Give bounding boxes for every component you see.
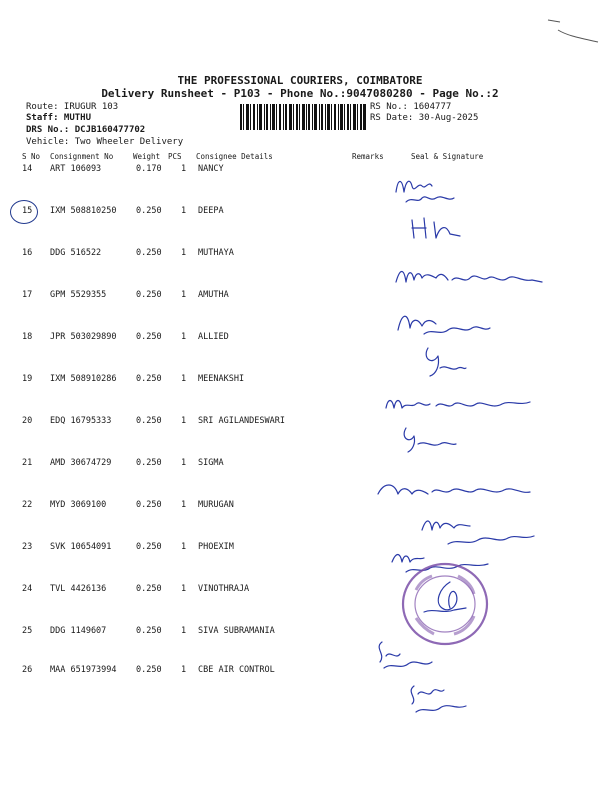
row-consignment: EDQ 16795333 (50, 416, 112, 426)
table-row (0, 374, 600, 388)
row-consignee: SIGMA (198, 458, 224, 468)
col-weight: Weight (133, 152, 161, 161)
table-row (0, 626, 600, 640)
signature-deepa (408, 214, 468, 242)
row-pcs: 1 (181, 332, 187, 342)
signature-cbe-air-control (404, 680, 474, 718)
row-weight: 0.250 (136, 374, 162, 384)
row-weight: 0.250 (136, 458, 162, 468)
table-row (0, 665, 600, 679)
row-consignment: MYD 3069100 (50, 500, 107, 510)
row-pcs: 1 (181, 458, 187, 468)
row-sno: 17 (22, 290, 33, 300)
pen-circle-mark (10, 200, 38, 224)
row-weight: 0.250 (136, 584, 162, 594)
row-sno: 21 (22, 458, 33, 468)
signature-meenakshi (382, 392, 532, 414)
row-consignment: MAA 651973994 (50, 665, 117, 675)
signature-sigma (374, 478, 534, 504)
staff-label: Staff: MUTHU (26, 113, 92, 123)
col-sno: S No (22, 152, 41, 161)
table-row (0, 332, 600, 346)
row-consignee: CBE AIR CONTROL (198, 665, 275, 675)
table-row (0, 290, 600, 304)
table-row (0, 206, 600, 220)
row-consignment: GPM 5529355 (50, 290, 107, 300)
rs-number: RS No.: 1604777 (370, 102, 452, 112)
row-weight: 0.250 (136, 542, 162, 552)
row-sno: 26 (22, 665, 33, 675)
row-consignee: DEEPA (198, 206, 224, 216)
row-pcs: 1 (181, 164, 187, 174)
row-sno: 14 (22, 164, 33, 174)
company-title: THE PROFESSIONAL COURIERS, COIMBATORE (177, 74, 423, 87)
row-sno: 24 (22, 584, 33, 594)
signature-vinothraja (420, 578, 470, 618)
row-consignment: DDG 516522 (50, 248, 102, 258)
table-row (0, 416, 600, 430)
barcode-image (240, 104, 366, 130)
row-pcs: 1 (181, 290, 187, 300)
table-row (0, 458, 600, 472)
row-sno: 20 (22, 416, 33, 426)
row-weight: 0.250 (136, 665, 162, 675)
signature-nancy (392, 172, 472, 212)
col-consignee: Consignee Details (196, 152, 273, 161)
col-remarks: Remarks (352, 152, 384, 161)
row-consignment: JPR 503029890 (50, 332, 117, 342)
runsheet-subtitle: Delivery Runsheet - P103 - Phone No.:9047080280 - Page No.:2 (101, 87, 499, 100)
row-consignee: SIVA SUBRAMANIA (198, 626, 275, 636)
signature-amutha (394, 308, 494, 338)
row-weight: 0.250 (136, 248, 162, 258)
row-weight: 0.250 (136, 206, 162, 216)
row-weight: 0.250 (136, 500, 162, 510)
row-pcs: 1 (181, 542, 187, 552)
row-pcs: 1 (181, 248, 187, 258)
corner-pen-mark (540, 8, 600, 48)
vehicle-label: Vehicle: Two Wheeler Delivery (26, 137, 184, 147)
signature-allied (418, 344, 468, 380)
row-pcs: 1 (181, 626, 187, 636)
row-sno: 18 (22, 332, 33, 342)
col-consignment: Consignment No (50, 152, 114, 161)
signature-muthaya (392, 262, 552, 292)
row-consignment: TVL 4426136 (50, 584, 107, 594)
row-weight: 0.250 (136, 626, 162, 636)
signature-murugan (418, 512, 538, 552)
row-weight: 0.170 (136, 164, 162, 174)
row-sno: 19 (22, 374, 33, 384)
row-pcs: 1 (181, 584, 187, 594)
row-sno: 15 (22, 206, 33, 216)
col-pcs: PCS (168, 152, 182, 161)
table-row (0, 164, 600, 178)
row-pcs: 1 (181, 206, 187, 216)
row-consignment: IXM 508910286 (50, 374, 117, 384)
col-seal-signature: Seal & Signature (411, 152, 484, 161)
table-row (0, 584, 600, 598)
row-consignee: NANCY (198, 164, 224, 174)
row-consignee: VINOTHRAJA (198, 584, 250, 594)
row-pcs: 1 (181, 665, 187, 675)
row-consignee: MEENAKSHI (198, 374, 245, 384)
row-pcs: 1 (181, 416, 187, 426)
row-consignee: PHOEXIM (198, 542, 234, 552)
row-consignee: AMUTHA (198, 290, 229, 300)
row-weight: 0.250 (136, 290, 162, 300)
row-pcs: 1 (181, 500, 187, 510)
row-weight: 0.250 (136, 332, 162, 342)
table-row (0, 248, 600, 262)
row-sno: 22 (22, 500, 33, 510)
row-consignment: DDG 1149607 (50, 626, 107, 636)
row-sno: 25 (22, 626, 33, 636)
row-consignee: MUTHAYA (198, 248, 234, 258)
row-consignee: SRI AGILANDESWARI (198, 416, 285, 426)
signature-agilandeswari (398, 424, 458, 456)
rs-date: RS Date: 30-Aug-2025 (370, 113, 479, 123)
row-consignment: ART 106093 (50, 164, 102, 174)
row-consignment: AMD 30674729 (50, 458, 112, 468)
row-weight: 0.250 (136, 416, 162, 426)
row-consignment: IXM 508810250 (50, 206, 117, 216)
row-pcs: 1 (181, 374, 187, 384)
row-consignment: SVK 10654091 (50, 542, 112, 552)
signature-siva-subramania (372, 638, 442, 674)
row-sno: 23 (22, 542, 33, 552)
row-consignee: ALLIED (198, 332, 229, 342)
row-consignee: MURUGAN (198, 500, 234, 510)
route-label: Route: IRUGUR 103 (26, 102, 119, 112)
drs-number: DRS No.: DCJB160477702 (26, 125, 146, 135)
row-sno: 16 (22, 248, 33, 258)
